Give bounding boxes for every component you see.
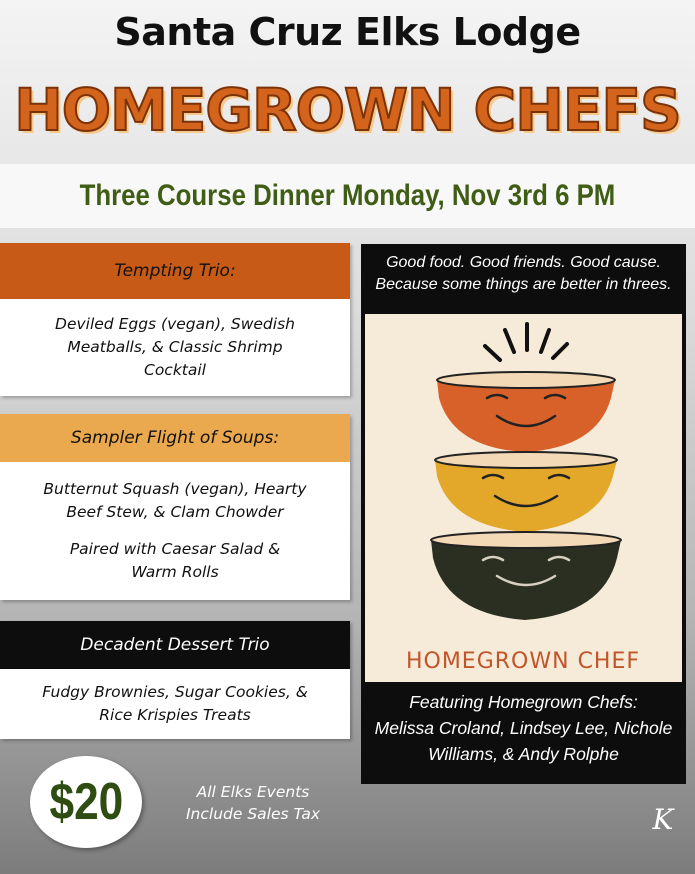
course-desserts xyxy=(0,621,350,739)
featuring-line: Williams, & Andy Rolphe xyxy=(428,744,619,764)
course-appetizers xyxy=(0,243,350,396)
course-items xyxy=(0,299,350,396)
course-soups xyxy=(0,414,350,600)
tagline xyxy=(361,252,686,296)
date-line: Three Course Dinner Monday, Nov 3rd 6 PM xyxy=(79,179,616,212)
bowl-top-icon xyxy=(437,372,615,452)
course-items xyxy=(0,669,350,739)
course-title: Decadent Dessert Trio xyxy=(0,621,350,669)
course-item-line: Warm Rolls xyxy=(131,563,219,581)
lodge-name: Santa Cruz Elks Lodge xyxy=(114,10,581,54)
course-title: Tempting Trio: xyxy=(0,243,350,299)
bowls-illustration xyxy=(365,314,682,682)
featuring-line: Featuring Homegrown Chefs: xyxy=(409,692,638,712)
featuring-line: Melissa Croland, Lindsey Lee, Nichole xyxy=(374,718,673,738)
k-logo-icon: K xyxy=(652,803,674,836)
bowl-middle-icon xyxy=(435,452,617,532)
steam-lines-icon xyxy=(485,324,567,360)
event-title: HOMEGROWN CHEFS xyxy=(14,76,681,144)
course-item-line: Rice Krispies Treats xyxy=(99,706,251,724)
spacer xyxy=(161,524,189,538)
course-item-line: Beef Stew, & Clam Chowder xyxy=(66,503,284,521)
course-items xyxy=(0,462,350,600)
tax-note-line: Include Sales Tax xyxy=(185,805,321,823)
tax-note-line: All Elks Events xyxy=(196,783,310,801)
bowl-bottom-icon xyxy=(431,532,621,620)
price-badge xyxy=(30,756,142,848)
course-title: Sampler Flight of Soups: xyxy=(0,414,350,462)
tagline-line: Good food. Good friends. Good cause. xyxy=(386,254,661,271)
date-band xyxy=(0,164,695,228)
course-item-line: Butternut Squash (vegan), Hearty xyxy=(43,480,307,498)
stacked-bowls-icon xyxy=(365,314,682,682)
featuring-chefs xyxy=(361,689,686,767)
course-item-line: Paired with Caesar Salad & xyxy=(69,540,281,558)
tax-note xyxy=(158,781,348,825)
course-item-line: Cocktail xyxy=(144,361,206,379)
course-item-line: Meatballs, & Classic Shrimp xyxy=(67,338,283,356)
art-caption: HOMEGROWN CHEF xyxy=(405,649,641,674)
course-item-line: Fudgy Brownies, Sugar Cookies, & xyxy=(42,683,308,701)
price-amount: $20 xyxy=(49,773,123,831)
course-item-line: Deviled Eggs (vegan), Swedish xyxy=(55,315,295,333)
tagline-line: Because some things are better in threes. xyxy=(375,276,672,293)
